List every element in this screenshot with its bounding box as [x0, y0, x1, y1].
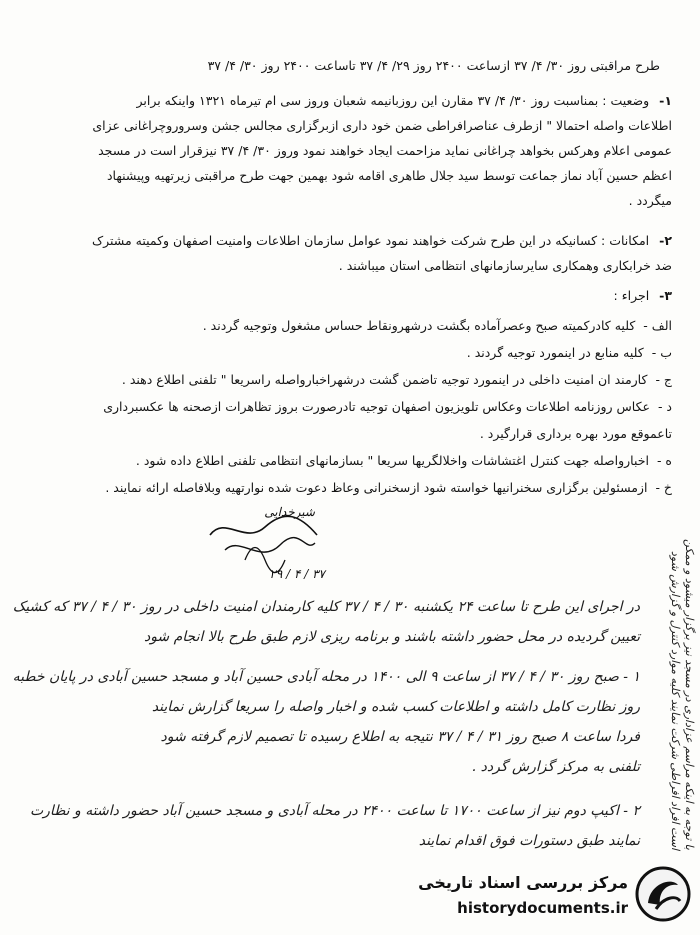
section-text: امکانات : کسانیکه در این طرح شرکت خواهند نمود عوامل سازمان اطلاعات وامنیت اصفهان وکمیته مشترک: [91, 233, 650, 248]
section-number: ۳-: [659, 288, 672, 303]
document-title: طرح مراقبتی روز ۳۰/ ۴/ ۳۷ ازساعت ۲۴۰۰ روز ۲۹/ ۴/ ۳۷ تاساعت ۲۴۰۰ روز ۳۰/ ۴/ ۳۷: [207, 58, 660, 73]
handwritten-line: تعیین گردیده در محل حضور داشته باشند و برنامه ریزی لازم طبق طرح بالا انجام شود: [143, 629, 640, 645]
execution-items: [22, 312, 672, 501]
signature: [205, 505, 325, 585]
item-label: الف -: [643, 318, 672, 333]
typed-line: [22, 88, 672, 113]
signature-name: شیرخدایی: [264, 505, 315, 519]
section-resources: [22, 228, 672, 278]
handwritten-line: فردا ساعت ۸ صبح روز ۳۱ / ۴ / ۳۷ نتیجه به اطلاع رسیده تا تصمیم لازم گرفته شود: [160, 729, 640, 745]
typed-line: [22, 283, 672, 308]
section-text: وضعیت : بمناسبت روز ۳۰/ ۴/ ۳۷ مقارن این روزبانیمه شعبان وروز سی ام تیرماه ۱۳۲۱ واینکه برابر: [136, 93, 650, 108]
handwritten-line: روز نظارت کامل داشته و اطلاعات کسب شده و اخبار واصله را سریعا گزارش نمایند: [151, 699, 640, 715]
archive-logo-icon: [634, 865, 692, 923]
handwritten-line: در اجرای این طرح تا ساعت ۲۴ یکشنبه ۳۰ / ۴ / ۳۷ کلیه کارمندان امنیت داخلی در روز ۳۰ / ۴ / ۳۷ که کشیک: [12, 599, 640, 615]
item-text: کلیه منابع در اینمورد توجیه گردند .: [466, 345, 644, 360]
handwritten-line: ۱ - صبح روز ۳۰ / ۴ / ۳۷ از ساعت ۹ الی ۱۴۰۰ در محله آبادی حسین آباد و مسجد حسین آبادی در پایان خطبه: [12, 669, 640, 685]
section-situation: [22, 88, 672, 213]
section-text: اجراء :: [613, 288, 650, 303]
watermark-url: historydocuments.ir: [457, 899, 628, 917]
item-label: خ -: [655, 480, 672, 495]
item-label: ب -: [651, 345, 672, 360]
list-item-continuation: تاعموقع مورد بهره برداری قرارگیرد .: [479, 426, 672, 441]
section-execution: [22, 283, 672, 308]
typed-line: اطلاعات واصله احتمالا " ازطرف عناصرافراطی ضمن خود داری ازبرگزاری مجالس جشن وسروروچراغانی عزای: [92, 118, 672, 133]
section-number: ۲-: [659, 233, 672, 248]
watermark-text-fa: مرکز بررسی اسناد تاریخی: [418, 873, 628, 892]
item-text: کارمند ان امنیت داخلی در اینمورد توجیه تاضمن گشت درشهراخبارواصله راسریعا " تلفنی اطلاع دهند .: [121, 372, 648, 387]
item-text: کلیه کادرکمیته صبح وعصرآماده بگشت درشهرونقاط حساس مشغول وتوجیه گردند .: [202, 318, 636, 333]
typed-line: اعظم حسین آباد نماز جماعت توسط سید جلال طاهری اقامه شود بهمین جهت طرح مراقبتی زیرتهیه وپیشنهاد: [106, 168, 672, 183]
typed-line: ضد خرابکاری وهمکاری سایرسازمانهای انتظامی استان میباشند .: [338, 258, 672, 273]
typed-line: عمومی اعلام وهرکس بخواهد چراغانی نماید مزاحمت ایجاد خواهند نمود وروز ۳۰/ ۴/ ۳۷ نیزقرار است در مسجد: [98, 143, 672, 158]
list-item: [22, 447, 672, 474]
typed-line: میگردد .: [628, 193, 672, 208]
item-label: ه -: [656, 453, 672, 468]
item-text: اخبارواصله جهت کنترل اغتشاشات واخلالگریها سریعا " بسازمانهای انتظامی تلفنی اطلاع داده شود .: [135, 453, 649, 468]
handwritten-line: نمایند طبق دستورات فوق اقدام نمایند: [418, 833, 640, 849]
handwritten-notes: [12, 592, 640, 856]
list-item: [22, 366, 672, 393]
list-item: [22, 312, 672, 339]
watermark: [417, 857, 692, 929]
item-text: عکاس روزنامه اطلاعات وعکاس تلویزیون اصفهان توجیه تادرصورت بروز تظاهرات ازصحنه ها عکسبرداری: [103, 399, 650, 414]
section-number: ۱-: [659, 93, 672, 108]
handwritten-line: ۲ - اکیپ دوم نیز از ساعت ۱۷۰۰ تا ساعت ۲۴۰۰ در محله آبادی و مسجد حسین آباد حضور داشته و نظارت: [29, 803, 640, 819]
item-label: ج -: [655, 372, 672, 387]
list-item: [22, 474, 672, 501]
handwritten-line: تلفنی به مرکز گزارش گردد .: [471, 759, 640, 775]
signature-date: ۲۹ / ۴ / ۳۷: [269, 567, 325, 581]
typed-line: [22, 228, 672, 253]
item-label: د -: [657, 399, 672, 414]
item-text: ازمسئولین برگزاری سخنرانیها خواسته شود ازسخنرانی وعاظ دعوت شده نوارتهیه وبلافاصله ارائه نمایند .: [105, 480, 648, 495]
margin-note: با توجه به اینکه مراسم عزاداری در مسجد نیز برگزار میشود و ممکن است افراد افراطی شرکت نمایند کلیه موارد کنترل و گزارش شود: [669, 539, 696, 850]
list-item: [22, 339, 672, 366]
list-item: [22, 393, 672, 420]
